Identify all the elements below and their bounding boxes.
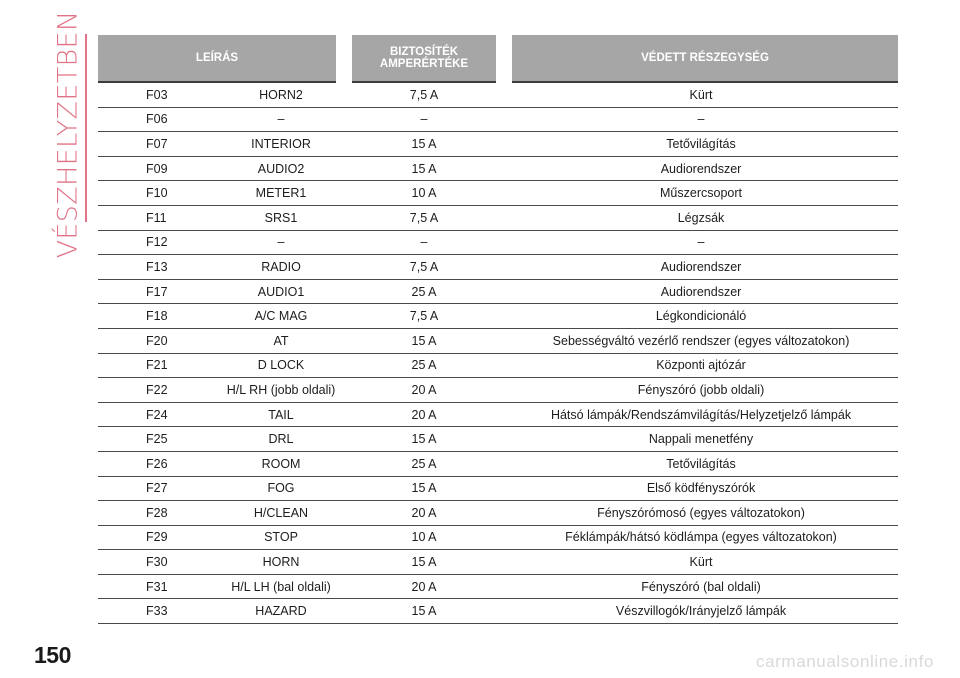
fuse-name-cell: HORN [218,550,344,575]
fuse-code-cell: F29 [98,525,218,550]
fuse-code-cell: F10 [98,181,218,206]
protected-unit-cell: Hátsó lámpák/Rendszámvilágítás/Helyzetjelző lámpák [504,402,898,427]
fuse-amperage-cell: 15 A [344,550,504,575]
protected-unit-cell: Légzsák [504,205,898,230]
fuse-name-cell: – [218,107,344,132]
fuse-amperage-cell: 15 A [344,427,504,452]
fuse-code-cell: F26 [98,451,218,476]
table-row [98,378,898,403]
fuse-code-cell: F12 [98,230,218,255]
fuse-amperage-cell: 15 A [344,599,504,624]
table-row [98,181,898,206]
table-row [98,205,898,230]
fuse-name-cell: – [218,230,344,255]
table-row [98,304,898,329]
protected-unit-cell: Légkondicionáló [504,304,898,329]
fuse-code-cell: F22 [98,378,218,403]
fuse-name-cell: DRL [218,427,344,452]
section-title-rule [85,34,87,222]
fuse-name-cell: SRS1 [218,205,344,230]
fuse-name-cell: H/CLEAN [218,501,344,526]
table-row [98,328,898,353]
fuse-code-cell: F31 [98,574,218,599]
fuse-code-cell: F21 [98,353,218,378]
table-row [98,451,898,476]
fuse-name-cell: ROOM [218,451,344,476]
protected-unit-cell: Audiorendszer [504,279,898,304]
fuse-code-cell: F25 [98,427,218,452]
table-row [98,107,898,132]
protected-unit-cell: Vészvillogók/Irányjelző lámpák [504,599,898,624]
protected-unit-cell: – [504,107,898,132]
header-row [98,35,898,82]
fuse-amperage-cell: 25 A [344,451,504,476]
table-row [98,427,898,452]
table-row [98,82,898,107]
table-row [98,353,898,378]
table-row [98,402,898,427]
fuse-name-cell: HORN2 [218,82,344,107]
fuse-amperage-cell: 20 A [344,574,504,599]
fuse-name-cell: A/C MAG [218,304,344,329]
protected-unit-cell: Fényszóró (jobb oldali) [504,378,898,403]
fuse-name-cell: AUDIO2 [218,156,344,181]
table-row [98,230,898,255]
header-amperage-line1: BIZTOSÍTÉK [389,46,459,58]
fuse-name-cell: RADIO [218,255,344,280]
fuse-amperage-cell: 7,5 A [344,82,504,107]
table-row [98,599,898,624]
fuse-name-cell: METER1 [218,181,344,206]
fuse-code-cell: F07 [98,132,218,157]
fuse-code-cell: F18 [98,304,218,329]
section-title [48,10,88,258]
fuse-amperage-cell: – [344,107,504,132]
fuse-amperage-cell: 20 A [344,378,504,403]
protected-unit-cell: Tetővilágítás [504,451,898,476]
table-row [98,574,898,599]
fuse-code-cell: F24 [98,402,218,427]
fuse-code-cell: F03 [98,82,218,107]
fuse-table-container [98,35,898,624]
protected-unit-cell: Audiorendszer [504,156,898,181]
fuse-name-cell: H/L RH (jobb oldali) [218,378,344,403]
fuse-amperage-cell: 25 A [344,279,504,304]
fuse-amperage-cell: 10 A [344,181,504,206]
fuse-name-cell: AUDIO1 [218,279,344,304]
table-row [98,550,898,575]
fuse-amperage-cell: 15 A [344,328,504,353]
protected-unit-cell: Fényszóró (bal oldali) [504,574,898,599]
protected-unit-cell: Első ködfényszórók [504,476,898,501]
fuse-name-cell: STOP [218,525,344,550]
fuse-code-cell: F30 [98,550,218,575]
table-row [98,156,898,181]
fuse-name-cell: AT [218,328,344,353]
fuse-code-cell: F17 [98,279,218,304]
section-title-text: VÉSZHELYZETBEN [52,10,84,258]
header-amperage [344,35,504,82]
watermark: carmanualsonline.info [756,652,934,671]
fuse-name-cell: D LOCK [218,353,344,378]
header-amperage-line2: AMPERÉRTÉKE [379,58,469,70]
page-number: 150 [34,642,71,668]
fuse-amperage-cell: 20 A [344,402,504,427]
fuse-code-cell: F20 [98,328,218,353]
table-row [98,501,898,526]
fuse-code-cell: F09 [98,156,218,181]
fuse-code-cell: F28 [98,501,218,526]
fuse-amperage-cell: 25 A [344,353,504,378]
fuse-amperage-cell: 7,5 A [344,205,504,230]
table-row [98,279,898,304]
fuse-code-cell: F27 [98,476,218,501]
header-protected-unit: VÉDETT RÉSZEGYSÉG [504,35,898,82]
table-row [98,255,898,280]
fuse-table [98,35,898,624]
protected-unit-cell: Kürt [504,82,898,107]
fuse-name-cell: TAIL [218,402,344,427]
fuse-amperage-cell: 15 A [344,156,504,181]
table-row [98,132,898,157]
fuse-amperage-cell: 15 A [344,476,504,501]
protected-unit-cell: Fényszórómosó (egyes változatokon) [504,501,898,526]
fuse-name-cell: INTERIOR [218,132,344,157]
fuse-code-cell: F33 [98,599,218,624]
fuse-code-cell: F06 [98,107,218,132]
fuse-amperage-cell: 10 A [344,525,504,550]
fuse-name-cell: H/L LH (bal oldali) [218,574,344,599]
fuse-table-header [98,35,898,82]
protected-unit-cell: Nappali menetfény [504,427,898,452]
header-description: LEÍRÁS [98,35,344,82]
fuse-name-cell: HAZARD [218,599,344,624]
fuse-name-cell: FOG [218,476,344,501]
fuse-amperage-cell: – [344,230,504,255]
protected-unit-cell: – [504,230,898,255]
fuse-amperage-cell: 7,5 A [344,304,504,329]
fuse-amperage-cell: 15 A [344,132,504,157]
fuse-code-cell: F11 [98,205,218,230]
protected-unit-cell: Féklámpák/hátsó ködlámpa (egyes változatokon) [504,525,898,550]
protected-unit-cell: Sebességváltó vezérlő rendszer (egyes változatokon) [504,328,898,353]
protected-unit-cell: Kürt [504,550,898,575]
protected-unit-cell: Audiorendszer [504,255,898,280]
fuse-amperage-cell: 20 A [344,501,504,526]
fuse-code-cell: F13 [98,255,218,280]
fuse-amperage-cell: 7,5 A [344,255,504,280]
protected-unit-cell: Központi ajtózár [504,353,898,378]
protected-unit-cell: Műszercsoport [504,181,898,206]
table-row [98,476,898,501]
fuse-table-body [98,82,898,624]
protected-unit-cell: Tetővilágítás [504,132,898,157]
table-row [98,525,898,550]
